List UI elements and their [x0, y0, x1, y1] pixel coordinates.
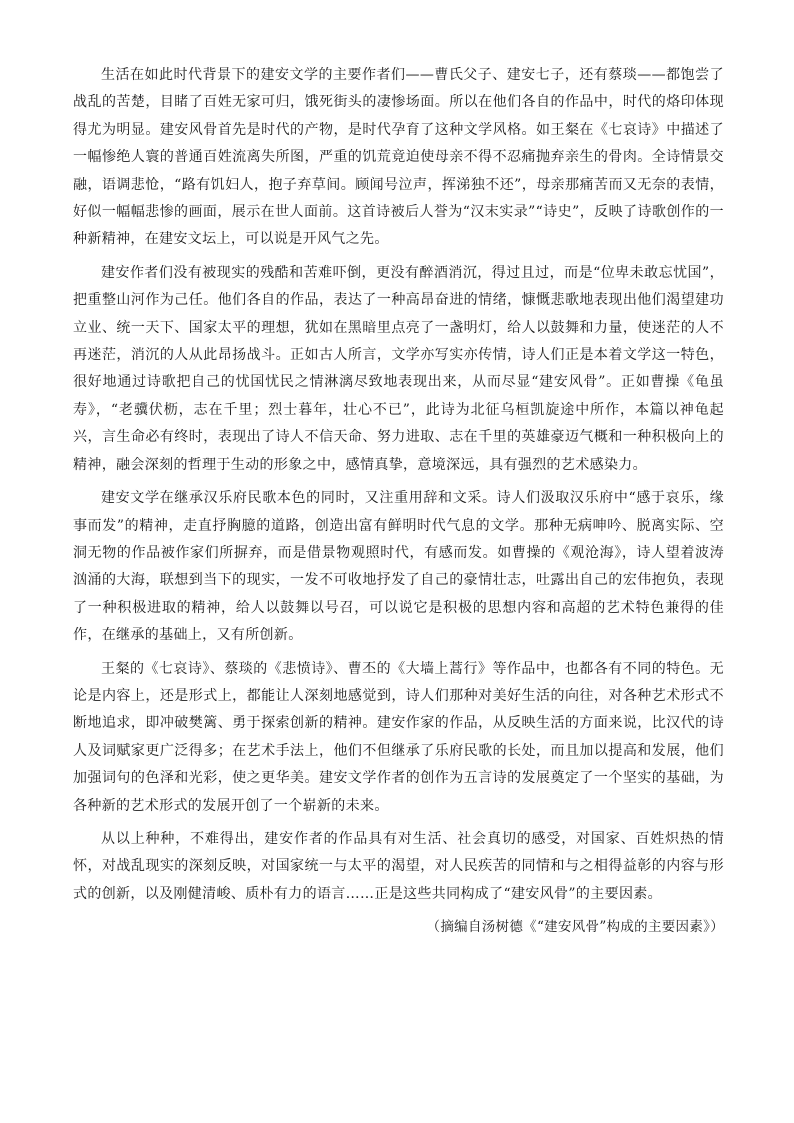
- paragraph-2: 建安作者们没有被现实的残酷和苦难吓倒，更没有醉酒消沉，得过且过，而是“位卑未敢忘忧国”，把重整山河作为己任。他们各自的作品，表达了一种高昂奋进的情绪，慷慨悲歌地表现出他们渴望建功立业、统一天下、国家太平的理想，犹如在黑暗里点亮了一盏明灯，给人以鼓舞和力量，使迷茫的人不再迷茫，消沉的人从此昂扬战斗。正如古人所言，文学亦写实亦传情，诗人们正是本着文学这一特色，很好地通过诗歌把自己的忧国忧民之情淋漓尽致地表现出来，从而尽显“建安风骨”。正如曹操《龟虽寿》，“老骥伏枥，志在千里；烈士暮年，壮心不已”，此诗为北征乌桓凯旋途中所作，本篇以神龟起兴，言生命必有终时，表现出了诗人不信天命、努力进取、志在千里的英雄豪迈气概和一种积极向上的精神，融会深刻的哲理于生动的形象之中，感情真挚，意境深远，具有强烈的艺术感染力。: [73, 264, 724, 473]
- paragraph-3: 建安文学在继承汉乐府民歌本色的同时，又注重用辞和文采。诗人们汲取汉乐府中“感于哀乐，缘事而发”的精神，走直抒胸臆的道路，创造出富有鲜明时代气息的文学。那种无病呻吟、脱离实际、空洞无物的作品被作家们所摒弃，而是借景物观照时代，有感而发。如曹操的《观沧海》，诗人望着波涛汹涌的大海，联想到当下的现实，一发不可收地抒发了自己的豪情壮志，吐露出自己的宏伟抱负，表现了一种积极进取的精神，给人以鼓舞以号召，可以说它是积极的思想内容和高超的艺术特色兼得的佳作，在继承的基础上，又有所创新。: [73, 490, 724, 644]
- paragraph-1: 生活在如此时代背景下的建安文学的主要作者们——曹氏父子、建安七子，还有蔡琰——都饱尝了战乱的苦楚，目睹了百姓无家可归，饿死街头的凄惨场面。所以在他们各自的作品中，时代的烙印体现得尤为明显。建安风骨首先是时代的产物，是时代孕育了这种文学风格。如王粲在《七哀诗》中描述了一幅惨绝人寰的普通百姓流离失所图，严重的饥荒竟迫使母亲不得不忍痛抛弃亲生的骨肉。全诗情景交融，语调悲怆，“路有饥妇人，抱子弃草间。顾闻号泣声，挥涕独不还”，母亲那痛苦而又无奈的表情，好似一幅幅悲惨的画面，展示在世人面前。这首诗被后人誉为“汉末实录”“诗史”，反映了诗歌创作的一种新精神，在建安文坛上，可以说是开风气之先。: [73, 67, 724, 248]
- paragraph-5: 从以上种种，不难得出，建安作者的作品具有对生活、社会真切的感受，对国家、百姓炽热的情怀，对战乱现实的深刻反映，对国家统一与太平的渴望，对人民疾苦的同情和与之相得益彰的内容与形式的创新，以及刚健清峻、质朴有力的语言……正是这些共同构成了“建安风骨”的主要因素。: [73, 830, 724, 902]
- paragraph-4: 王粲的《七哀诗》、蔡琰的《悲愤诗》、曹丕的《大墙上蒿行》等作品中，也都各有不同的特色。无论是内容上，还是形式上，都能让人深刻地感觉到，诗人们那种对美好生活的向往，对各种艺术形式不断地追求，即冲破樊篱、勇于探索创新的精神。建安作家的作品，从反映生活的方面来说，比汉代的诗人及词赋家更广泛得多；在艺术手法上，他们不但继承了乐府民歌的长处，而且加以提高和发展，他们加强词句的色泽和光彩，使之更华美。建安文学作者的创作为五言诗的发展奠定了一个坚实的基础，为各种新的艺术形式的发展开创了一个崭新的未来。: [73, 660, 724, 814]
- source-citation: （摘编自汤树德《“建安风骨”构成的主要因素》）: [426, 919, 724, 936]
